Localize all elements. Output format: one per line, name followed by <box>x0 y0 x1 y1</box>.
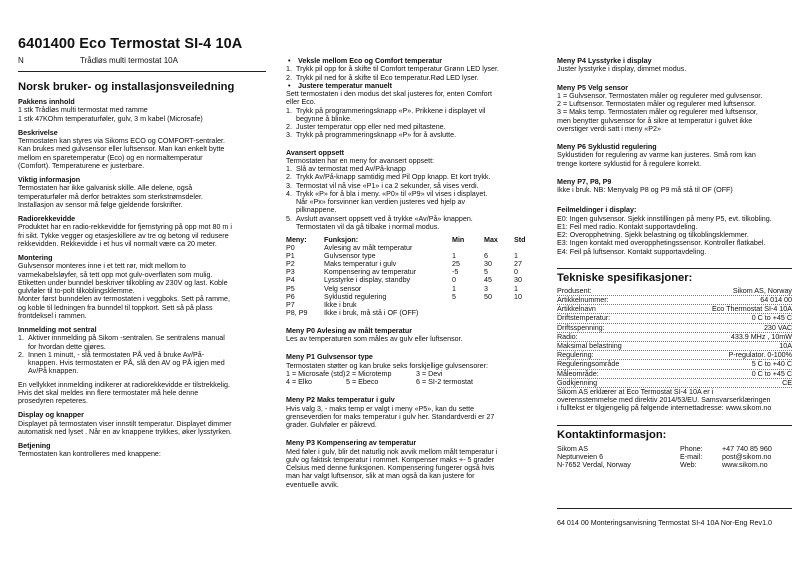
table-row: P6 Syklustid regulering 5 50 10 <box>286 292 522 301</box>
text-line: gulv og faktisk temperatur i rommet. Kompenser maks +- 5 grader <box>286 455 495 464</box>
error-item: E0: Ingen gulvsensor. Sjekk innstillingen på meny P5, evt. tilkobling. <box>557 214 772 223</box>
header-n-label: N <box>18 56 24 65</box>
text-line: Termostaten har ikke galvanisk skille. Alle delene, også <box>18 184 193 193</box>
list-item: 3. Trykk på programmeringsknapp «P» for å avslutte. <box>286 131 457 140</box>
contact-label: E-mail: <box>680 453 703 462</box>
section-title-avansert: Avansert oppsett <box>286 148 345 157</box>
column-header: Std <box>514 236 526 244</box>
text-line: overensstemmelse med direktiv 2014/53/EU. Samsvarserklæringen <box>557 396 771 405</box>
text-line: Sett termostaten i den modus det skal justeres for, enten Comfort <box>286 90 492 98</box>
text-line: Kan brukes med gulvsensor eller luftsensor. Man kan enkelt bytte <box>18 145 225 154</box>
column-2 <box>286 57 536 489</box>
list-item: 1. Aktiver innmelding på Sikom -sentralen. Se sentralens manual for hvordan dette gjøres. <box>18 334 225 351</box>
section-title-p3: Meny P3 Kompensering av temperatur <box>286 439 417 448</box>
column-header: Meny: <box>286 236 307 244</box>
avansert-steps <box>286 165 536 231</box>
text-line: Les av temperaturen som måles av gulv eller luftsensor. <box>286 335 463 344</box>
spec-row: Måleområde: 0 C to +45 C <box>557 369 792 378</box>
error-item: E3: Ingen kontakt med overopphetingssensor. Kontroller flatkabel. <box>557 239 766 248</box>
column-1 <box>18 81 266 459</box>
justere-steps <box>286 107 536 140</box>
text-line: Syklustiden for regulering av varme kan justeres. Små rom kan <box>557 151 756 160</box>
section-title-p2: Meny P2 Maks temperatur i gulv <box>286 396 395 405</box>
text-line: Celsius med denne funksjonen. Kompensering fungerer også hvis <box>286 464 495 473</box>
text-line: Termostaten kan styres via Sikoms ECO og COMFORT-sentraler. <box>18 137 226 145</box>
spec-row: Driftsspenning: 230 VAC <box>557 323 792 332</box>
list-item: 5. Avslutt avansert oppsett ved å trykke «Av/På» knappen. Termostaten vil da gå tilbake i normal modus. <box>286 214 473 231</box>
table-row: P0 Avlesing av målt temperatur <box>286 244 413 253</box>
text-line: Hvis valg 3, - maks temp er valgt i meny «P5», kan du sette <box>286 404 475 413</box>
list-item: 2. Trykk Av/På-knapp samtidig med Pil Opp knapp. Et kort trykk. <box>286 173 491 182</box>
sensor-option: 1 = Microsafe (std) <box>286 369 346 378</box>
column-3 <box>557 57 792 470</box>
header-divider <box>18 71 266 72</box>
column-header: Min <box>452 236 465 244</box>
sensor-option: 4 = Elko <box>286 378 312 387</box>
text-line: grenseverdien for maks temperatur i gulv her. Standardverdi er 27 <box>286 412 495 421</box>
text-line: Termostaten har en meny for avansert oppsett: <box>286 156 435 165</box>
section-title-pakkens: Pakkens innhold <box>18 98 75 106</box>
text-line: varmekabelsløyfer, så tett opp mot gulv-overflaten som mulig. <box>18 270 213 279</box>
innmelding-steps <box>18 334 266 375</box>
spec-row: Godkjenning CE <box>557 378 792 387</box>
text-line: grader. Gulvføler er påkrevd. <box>286 421 377 430</box>
section-title-feil: Feilmeldinger i display: <box>557 206 637 215</box>
contact-email: post@sikom.no <box>722 453 772 462</box>
document-title: 6401400 Eco Termostat SI-4 10A <box>18 36 243 52</box>
text-line: 3 = Maks temp. Termostaten måler og regulerer med luftsensor, <box>557 108 758 117</box>
spec-row: Maksimal belastning 10A <box>557 341 792 350</box>
sensor-option: 6 = SI-2 termostat <box>416 378 473 387</box>
text-line: frontdeksel i rammen. <box>18 311 87 320</box>
spec-row: Artikkelnavn Eco Thermostat SI-4 10A <box>557 305 792 314</box>
text-line: gulvføler til to-polt tilkoblingsklemme. <box>18 287 135 295</box>
table-header-row <box>286 236 536 244</box>
spec-row: Driftstemperatur: 0 C to +45 C <box>557 314 792 323</box>
spec-table <box>557 287 792 388</box>
list-item: 2. Juster temperatur opp eller ned med piltastene. <box>286 123 446 131</box>
section-title-p1: Meny P1 Gulvsensor type <box>286 353 373 362</box>
list-item: 1. Slå av termostat med Av/På-knapp <box>286 165 406 173</box>
column-header: Funksjon: <box>324 236 359 244</box>
text-line: man har valgt luftsensor, slik at man også da kan justere for <box>286 472 475 481</box>
list-item: 3. Termostat vil nå vise «P1» i ca 2 sekunder, så vises verdi. <box>286 181 479 190</box>
document-footer: 64 014 00 Monteringsanvisning Termostat SI-4 10A Nor-Eng Rev1.0 <box>557 519 773 527</box>
section-title-montering: Montering <box>18 254 53 262</box>
text-line: 1 stk Trådløs multi termostat med ramme <box>18 106 148 115</box>
text-line: prosedyren repeteres. <box>18 397 88 405</box>
bullet-heading: • Justere temperatur manuelt <box>288 81 393 90</box>
text-line: En vellykket innmelding indikerer at radiorekkevidde er tilstrekkelig. <box>18 380 230 389</box>
spec-row: Produsent: Sikom AS, Norway <box>557 286 792 295</box>
text-line: men benytter gulvsensor for å sikre at temperatur i gulvet ikke <box>557 116 753 125</box>
contact-block <box>557 445 792 470</box>
text-line: mellom en sparetemperatur (Eco) og en normaltemperatur <box>18 153 203 162</box>
section-title-betjening: Betjening <box>18 442 51 450</box>
text-line: Ikke i bruk. NB: Menyvalg P8 og P9 må stå til OF (OFF) <box>557 186 733 194</box>
section-title-beskrivelse: Beskrivelse <box>18 128 58 137</box>
section-title-display: Display og knapper <box>18 411 84 420</box>
text-line: Displayet på termostaten viser innstilt temperatur. Displayet dimmer <box>18 419 232 428</box>
section-title-viktig: Viktig informasjon <box>18 176 81 184</box>
text-line: rekkevidden. Rekkevidde i et hus vil normalt være ca 20 meter. <box>18 239 217 248</box>
list-item: 1. Trykk på programmeringsknapp «P». Prikkene i displayet vil begynne å blinke. <box>286 106 486 123</box>
text-line: i fulltekst er tilgjengelig på følgende internettadresse: www.sikom.no <box>557 404 772 413</box>
table-row: P2 Maks temperatur i gulv 25 30 27 <box>286 260 522 269</box>
text-line: Med føler i gulv, blir det naturlig nok avvik mellom målt temperatur i <box>286 447 498 456</box>
text-line: Termostaten kan kontrolleres med knappene: <box>18 450 161 459</box>
sensor-option: 3 = Devi <box>416 369 443 378</box>
text-line: temperaturføler må derfor betraktes som sterkstrømsdeler. <box>18 192 203 201</box>
table-row: P8, P9 Ikke i bruk, må stå i OF (OFF) <box>286 308 419 317</box>
text-line: eller Eco. <box>286 98 316 107</box>
list-item: 2. Innen 1 minutt, - slå termostaten PÅ ved å bruke Av/På- knappen. Hvis termostaten er PÅ, slå den AV og PÅ igjen med Av/På knappen. <box>18 350 225 376</box>
spec-heading: Tekniske spesifikasjoner: <box>557 268 792 285</box>
text-line: 1 stk 47KOhm temperaturføler, gulv, 3 m kabel (Microsafe) <box>18 114 203 123</box>
column-header: Max <box>484 236 498 244</box>
section-title-p0: Meny P0 Avlesing av målt temperatur <box>286 326 413 335</box>
text-line: overstiger verdi satt i meny «P2» <box>557 124 661 133</box>
table-row: P3 Kompensering av temperatur -5 5 0 <box>286 268 518 277</box>
contact-web: www.sikom.no <box>722 461 768 470</box>
text-line: fri sikt. Tykke vegger og etasjeskillere av tre og betong vil redusere <box>18 231 229 240</box>
main-heading: Norsk bruker- og installasjonsveiledning <box>18 81 235 93</box>
list-item: 1. Trykk pil opp for å skifte til Comfort temperatur Grønn LED lyser. <box>286 65 499 74</box>
section-title-radio: Radiorekkevidde <box>18 215 76 223</box>
section-title-p4: Meny P4 Lysstyrke i display <box>557 57 652 65</box>
text-line: 1 = Gulvsensor. Termostaten måler og regulerer med gulvsensor. <box>557 91 763 100</box>
text-line: Etiketten under bunndel beskriver tilkobling av 230V og last. Koble <box>18 278 228 287</box>
table-row: P4 Lysstyrke i display, standby 0 45 30 <box>286 276 522 285</box>
contact-address: Neptunveien 6 <box>557 453 604 462</box>
text-line: automatisk ned lyset . Når en av knappene trykkes, øker lysstyrken. <box>18 427 232 436</box>
text-line: Monter først bunndelen av termostaten i veggboks. Sett på ramme, <box>18 295 230 304</box>
veksle-steps <box>286 65 536 82</box>
contact-heading: Kontaktinformasjon: <box>557 425 792 442</box>
section-title-p5: Meny P5 Velg sensor <box>557 83 629 92</box>
footer-divider <box>557 508 792 509</box>
spec-row: Radio: 433.9 MHz , 10mW <box>557 332 792 341</box>
list-item: 2. Trykk pil ned for å skifte til Eco temperatur.Rød LED lyser. <box>286 73 479 82</box>
error-item: E2: Overopphetning. Sjekk belastning og tilkoblingsklemmer. <box>557 231 749 239</box>
contact-label: Web: <box>680 461 697 470</box>
sensor-option: 5 = Ebeco <box>346 378 379 387</box>
text-line: trenge kortere syklustid for å regulere korrekt. <box>557 159 702 168</box>
contact-phone: +47 740 85 960 <box>722 444 772 453</box>
list-item: 4. Trykk «P» for å bla i meny. «P0» til «P9» vil vises i displayet. Når «Px» forsvinner kan verdien justeres ved hjelp av pilknappene. <box>286 189 488 215</box>
text-line: Hvis det skal meldes inn flere termostater må hele denne <box>18 388 199 397</box>
table-row: P5 Velg sensor 1 3 1 <box>286 284 518 293</box>
text-line: Juster lysstyrke i display, dimmet modus. <box>557 65 687 74</box>
section-title-p7: Meny P7, P8, P9 <box>557 177 612 186</box>
header-subtitle: Trådløs multi termostat 10A <box>80 56 178 65</box>
text-line: og koble til ledningen fra bunndel til toppkort. Sett så på plass <box>18 303 213 312</box>
text-line: Sikom AS erklærer at Eco Termostat SI-4 10A er i <box>557 387 714 396</box>
error-item: E4: Feil på luftsensor. Kontakt supportavdeling. <box>557 247 707 256</box>
text-line: Termostaten støtter og kan bruke seks forskjellige gulvsensorer: <box>286 361 489 370</box>
text-line: Produktet har en radio-rekkevidde for fjernstyring på opp mot 80 m i <box>18 223 232 232</box>
text-line: Installasjon av sensor må følge gjeldende forskrifter. <box>18 200 183 209</box>
section-title-p6: Meny P6 Syklustid regulering <box>557 143 657 151</box>
bullet-heading: • Veksle mellom Eco og Comfort temperatur <box>288 57 443 65</box>
text-line: (Comfort). Temperaturene er justerbare. <box>18 161 145 170</box>
spec-row: Artikkelnummer: 64 014 00 <box>557 295 792 304</box>
text-line: eventuelle avvik. <box>286 480 339 489</box>
table-row: P7 Ikke i bruk <box>286 300 357 309</box>
contact-city: N-7652 Verdal, Norway <box>557 461 631 470</box>
sensor-option: 2 = Microtemp <box>346 369 392 378</box>
text-line: 2 = Luftsensor. Termostaten måler og regulerer med luftsensor. <box>557 100 756 108</box>
text-line: Gulvsensor monteres inne i et tett rør, midt mellom to <box>18 262 186 271</box>
error-item: E1: Feil med radio. Kontakt supportavdeling. <box>557 222 698 231</box>
contact-label: Phone: <box>680 444 703 453</box>
spec-row: Reguleringsområde 5 C to +40 C <box>557 360 792 369</box>
spec-row: Regulering: P-regulator. 0-100% <box>557 351 792 360</box>
sensor-list <box>286 370 536 387</box>
section-title-innmelding: Innmelding mot sentral <box>18 326 97 334</box>
menu-table <box>286 236 536 317</box>
table-row: P1 Gulvsensor type 1 6 1 <box>286 252 518 261</box>
contact-company: Sikom AS <box>557 444 588 453</box>
